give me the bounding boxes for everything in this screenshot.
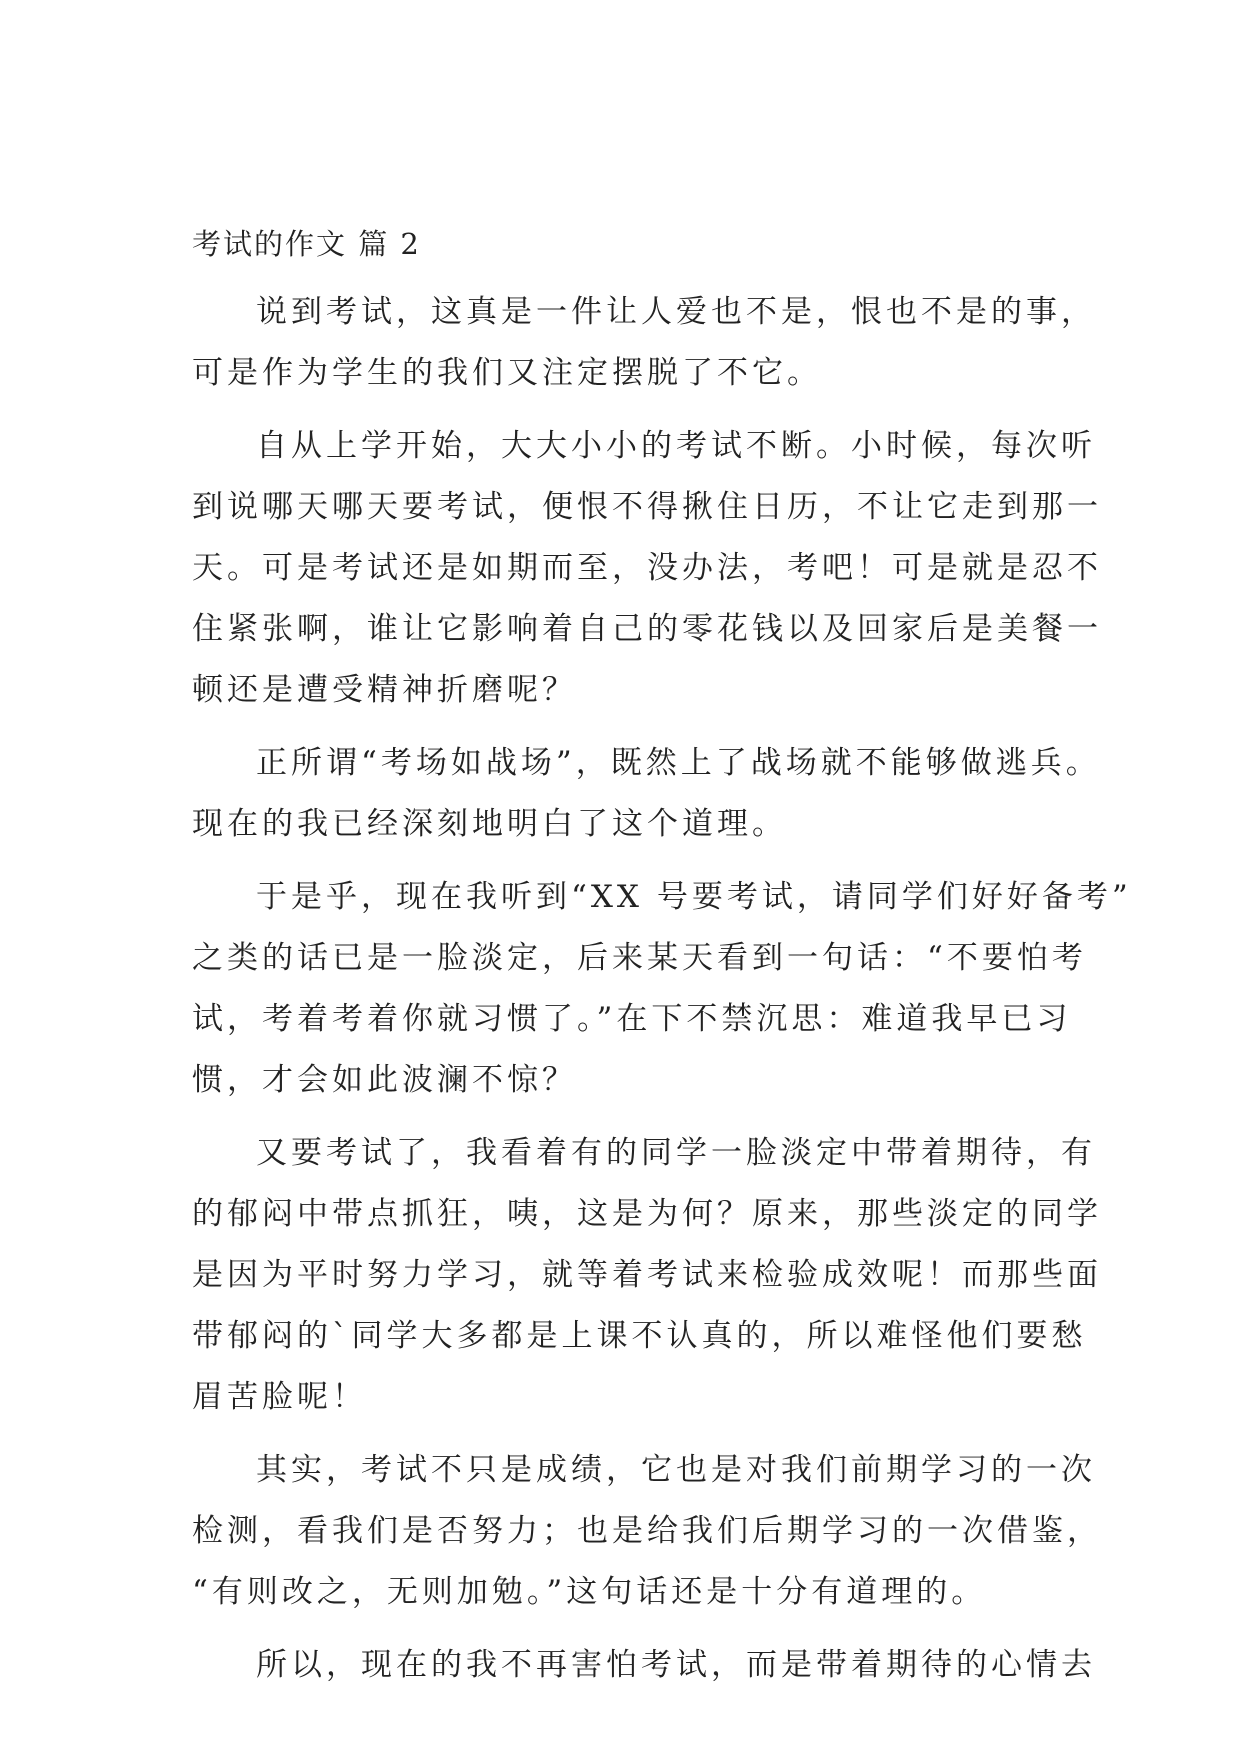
paragraph-line: 的郁闷中带点抓狂，咦，这是为何？原来，那些淡定的同学	[192, 1196, 1102, 1232]
paragraph-line: 于是乎，现在我听到“XX 号要考试，请同学们好好备考”	[256, 879, 1132, 915]
paragraph-line: 住紧张啊，谁让它影响着自己的零花钱以及回家后是美餐一	[192, 611, 1102, 647]
paragraph-line: 带郁闷的`同学大多都是上课不认真的，所以难怪他们要愁	[192, 1318, 1087, 1354]
paragraph-line: “有则改之，无则加勉。”这句话还是十分有道理的。	[192, 1574, 987, 1610]
paragraph-line: 正所谓“考场如战场”，既然上了战场就不能够做逃兵。	[256, 745, 1101, 781]
paragraph-3	[192, 733, 1101, 855]
paragraph-5	[192, 1123, 1102, 1428]
paragraph-line: 天。可是考试还是如期而至，没办法，考吧！可是就是忍不	[192, 550, 1102, 586]
paragraph-line: 惯，才会如此波澜不惊？	[192, 1062, 577, 1098]
document-page	[192, 222, 1132, 1708]
paragraph-1	[192, 282, 1096, 404]
paragraph-2	[192, 416, 1102, 721]
paragraph-line: 所以，现在的我不再害怕考试，而是带着期待的心情去	[256, 1647, 1096, 1683]
paragraph-7	[192, 1635, 1096, 1696]
paragraph-line: 现在的我已经深刻地明白了这个道理。	[192, 806, 787, 842]
paragraph-line: 顿还是遭受精神折磨呢？	[192, 672, 577, 708]
paragraph-line: 检测，看我们是否努力；也是给我们后期学习的一次借鉴，	[192, 1513, 1102, 1549]
paragraph-4	[192, 867, 1132, 1111]
paragraph-line: 是因为平时努力学习，就等着考试来检验成效呢！而那些面	[192, 1257, 1102, 1293]
paragraph-line: 眉苦脸呢！	[192, 1379, 367, 1415]
paragraph-line: 自从上学开始，大大小小的考试不断。小时候，每次听	[256, 428, 1096, 464]
paragraph-line: 其实，考试不只是成绩，它也是对我们前期学习的一次	[256, 1452, 1096, 1488]
document-title: 考试的作文 篇 2	[192, 227, 421, 261]
paragraph-line: 又要考试了，我看着有的同学一脸淡定中带着期待，有	[256, 1135, 1096, 1171]
paragraph-line: 试，考着考着你就习惯了。”在下不禁沉思：难道我早已习	[192, 1001, 1072, 1037]
paragraph-line: 说到考试，这真是一件让人爱也不是，恨也不是的事，	[256, 294, 1096, 330]
paragraph-line: 到说哪天哪天要考试，便恨不得揪住日历，不让它走到那一	[192, 489, 1102, 525]
paragraph-line: 可是作为学生的我们又注定摆脱了不它。	[192, 355, 822, 391]
paragraph-line: 之类的话已是一脸淡定，后来某天看到一句话：“不要怕考	[192, 940, 1087, 976]
paragraph-6	[192, 1440, 1102, 1623]
